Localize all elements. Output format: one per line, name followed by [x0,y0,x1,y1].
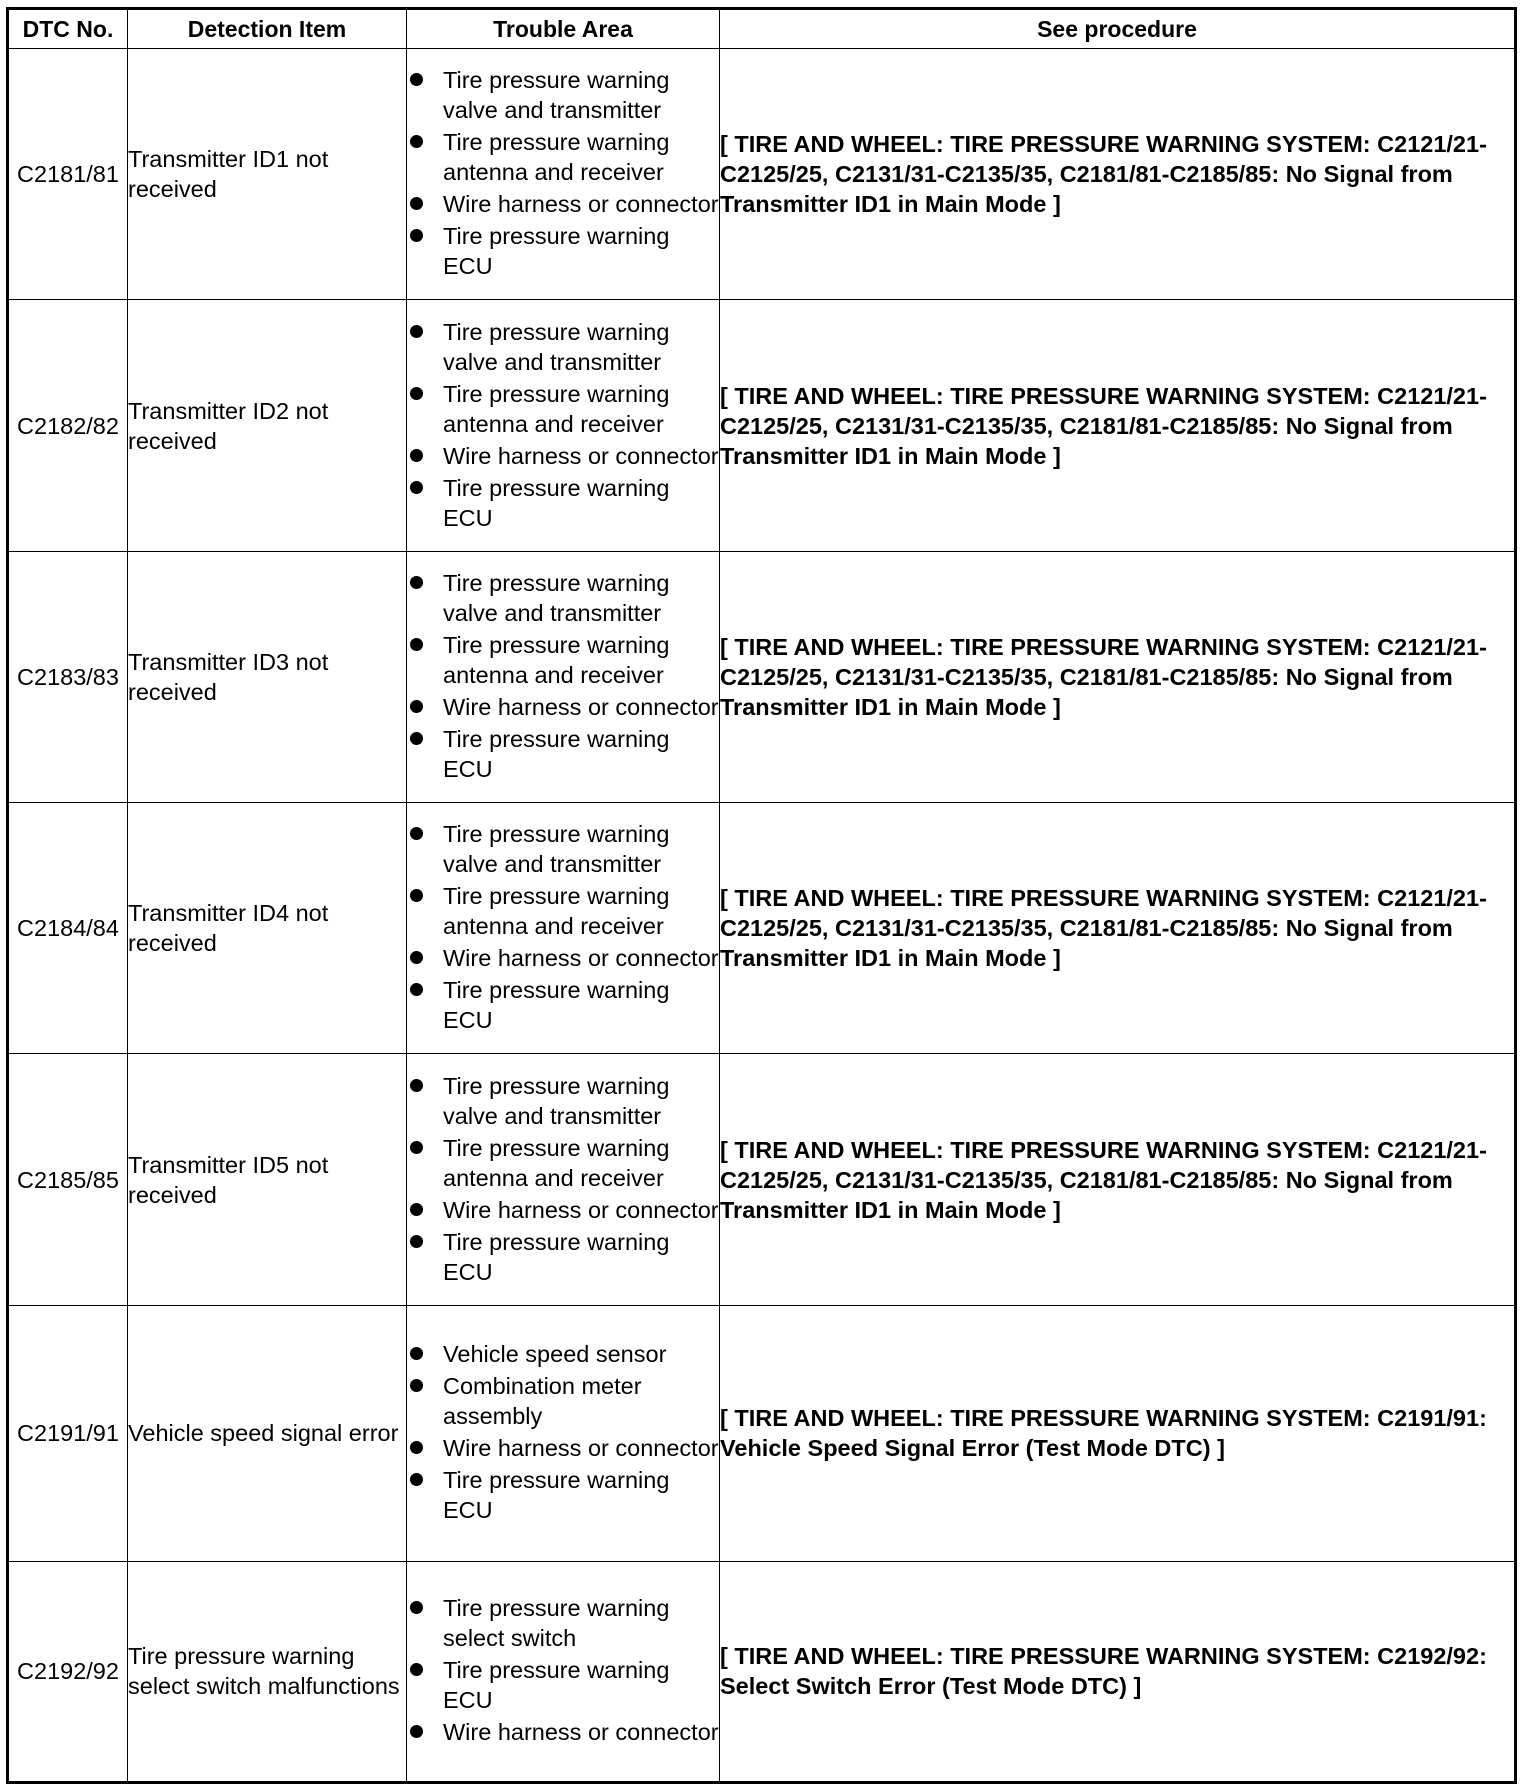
trouble-area [407,49,720,300]
trouble-area [407,803,720,1054]
list-item [407,975,719,1035]
bullet-icon [410,1473,423,1486]
table-row [8,300,1516,551]
dtc-code: C2185/85 [8,1054,128,1305]
procedure-link[interactable]: [ TIRE AND WHEEL: TIRE PRESSURE WARNING SYSTEM: C2121/21-C2125/25, C2131/31-C2135/35, C2181/81-C2185/85: No Signal from Transmitter ID1 in Main Mode ] [720,551,1516,802]
list-item [407,65,719,125]
table-row [8,1054,1516,1305]
bullet-icon [410,1203,423,1216]
bullet-icon [410,197,423,210]
bullet-icon [410,1079,423,1092]
cause-text: Wire harness or connector [443,1719,719,1746]
header-trouble-area: Trouble Area [407,9,720,49]
list-item [407,943,719,973]
trouble-area [407,551,720,802]
list-item [407,379,719,439]
cause-text: Tire pressure warning valve and transmitter [443,821,670,878]
list-item [407,127,719,187]
bullet-icon [410,700,423,713]
list-item [407,1717,719,1747]
list-item [407,1371,719,1431]
list-item [407,881,719,941]
cause-text: Tire pressure warning antenna and receiver [443,883,670,940]
cause-text: Tire pressure warning valve and transmitter [443,67,670,124]
list-item [407,1071,719,1131]
bullet-icon [410,229,423,242]
dtc-table [6,7,1517,1784]
dtc-code: C2182/82 [8,300,128,551]
list-item [407,1339,719,1369]
cause-text: Wire harness or connector [443,1435,719,1462]
detection-item: Tire pressure warning select switch malfunctions [128,1561,407,1783]
header-see-procedure: See procedure [720,9,1516,49]
cause-text: Wire harness or connector [443,693,719,720]
list-item [407,630,719,690]
cause-text: Wire harness or connector [443,945,719,972]
detection-item: Transmitter ID3 not received [128,551,407,802]
bullet-icon [410,951,423,964]
list-item [407,189,719,219]
bullet-icon [410,481,423,494]
list-item [407,1133,719,1193]
cause-text: Tire pressure warning valve and transmitter [443,1072,670,1129]
trouble-area [407,300,720,551]
bullet-icon [410,638,423,651]
list-item [407,317,719,377]
list-item [407,1195,719,1225]
cause-text: Tire pressure warning ECU [443,223,670,280]
detection-item: Transmitter ID2 not received [128,300,407,551]
cause-text: Tire pressure warning antenna and receiver [443,1134,670,1191]
bullet-icon [410,387,423,400]
trouble-area-list [407,65,719,281]
dtc-code: C2184/84 [8,803,128,1054]
list-item [407,724,719,784]
cause-text: Tire pressure warning ECU [443,725,670,782]
cause-text: Vehicle speed sensor [443,1341,667,1368]
bullet-icon [410,1379,423,1392]
detection-item: Transmitter ID1 not received [128,49,407,300]
cause-text: Wire harness or connector [443,1196,719,1223]
cause-text: Tire pressure warning select switch [443,1595,670,1652]
cause-text: Tire pressure warning antenna and receiver [443,380,670,437]
bullet-icon [410,135,423,148]
cause-text: Tire pressure warning ECU [443,977,670,1034]
list-item [407,473,719,533]
dtc-code: C2181/81 [8,49,128,300]
header-row [8,9,1516,49]
detection-item: Transmitter ID5 not received [128,1054,407,1305]
bullet-icon [410,1441,423,1454]
list-item [407,1433,719,1463]
bullet-icon [410,576,423,589]
procedure-link[interactable]: [ TIRE AND WHEEL: TIRE PRESSURE WARNING SYSTEM: C2121/21-C2125/25, C2131/31-C2135/35, C2181/81-C2185/85: No Signal from Transmitter ID1 in Main Mode ] [720,300,1516,551]
bullet-icon [410,1235,423,1248]
cause-text: Tire pressure warning ECU [443,1467,670,1524]
header-detection-item: Detection Item [128,9,407,49]
detection-item: Transmitter ID4 not received [128,803,407,1054]
procedure-link[interactable]: [ TIRE AND WHEEL: TIRE PRESSURE WARNING SYSTEM: C2191/91: Vehicle Speed Signal Error (Test Mode DTC) ] [720,1305,1516,1561]
trouble-area-list [407,1071,719,1287]
table-row [8,49,1516,300]
list-item [407,1227,719,1287]
cause-text: Tire pressure warning ECU [443,1657,670,1714]
bullet-icon [410,983,423,996]
cause-text: Tire pressure warning ECU [443,474,670,531]
trouble-area-list [407,1593,719,1747]
cause-text: Wire harness or connector [443,191,719,218]
table-row [8,1561,1516,1783]
cause-text: Combination meter assembly [443,1373,642,1430]
trouble-area [407,1054,720,1305]
cause-text: Tire pressure warning antenna and receiver [443,129,670,186]
dtc-code: C2183/83 [8,551,128,802]
cause-text: Tire pressure warning valve and transmitter [443,318,670,375]
bullet-icon [410,732,423,745]
bullet-icon [410,1725,423,1738]
trouble-area-list [407,568,719,784]
trouble-area-list [407,1339,719,1525]
dtc-code: C2192/92 [8,1561,128,1783]
trouble-area-list [407,819,719,1035]
table-row [8,551,1516,802]
header-dtc-no: DTC No. [8,9,128,49]
procedure-link[interactable]: [ TIRE AND WHEEL: TIRE PRESSURE WARNING SYSTEM: C2121/21-C2125/25, C2131/31-C2135/35, C2181/81-C2185/85: No Signal from Transmitter ID1 in Main Mode ] [720,803,1516,1054]
bullet-icon [410,449,423,462]
bullet-icon [410,1347,423,1360]
list-item [407,1593,719,1653]
bullet-icon [410,1141,423,1154]
trouble-area-list [407,317,719,533]
list-item [407,819,719,879]
bullet-icon [410,889,423,902]
cause-text: Tire pressure warning valve and transmitter [443,569,670,626]
table-row [8,1305,1516,1561]
bullet-icon [410,827,423,840]
list-item [407,568,719,628]
trouble-area [407,1305,720,1561]
list-item [407,1465,719,1525]
table-row [8,803,1516,1054]
list-item [407,1655,719,1715]
trouble-area [407,1561,720,1783]
procedure-link[interactable]: [ TIRE AND WHEEL: TIRE PRESSURE WARNING SYSTEM: C2121/21-C2125/25, C2131/31-C2135/35, C2181/81-C2185/85: No Signal from Transmitter ID1 in Main Mode ] [720,1054,1516,1305]
dtc-code: C2191/91 [8,1305,128,1561]
bullet-icon [410,1663,423,1676]
procedure-link[interactable]: [ TIRE AND WHEEL: TIRE PRESSURE WARNING SYSTEM: C2121/21-C2125/25, C2131/31-C2135/35, C2181/81-C2185/85: No Signal from Transmitter ID1 in Main Mode ] [720,49,1516,300]
list-item [407,221,719,281]
cause-text: Tire pressure warning ECU [443,1228,670,1285]
cause-text: Wire harness or connector [443,442,719,469]
bullet-icon [410,73,423,86]
bullet-icon [410,325,423,338]
detection-item: Vehicle speed signal error [128,1305,407,1561]
list-item [407,692,719,722]
procedure-link[interactable]: [ TIRE AND WHEEL: TIRE PRESSURE WARNING SYSTEM: C2192/92: Select Switch Error (Test Mode DTC) ] [720,1561,1516,1783]
bullet-icon [410,1601,423,1614]
list-item [407,441,719,471]
cause-text: Tire pressure warning antenna and receiver [443,631,670,688]
